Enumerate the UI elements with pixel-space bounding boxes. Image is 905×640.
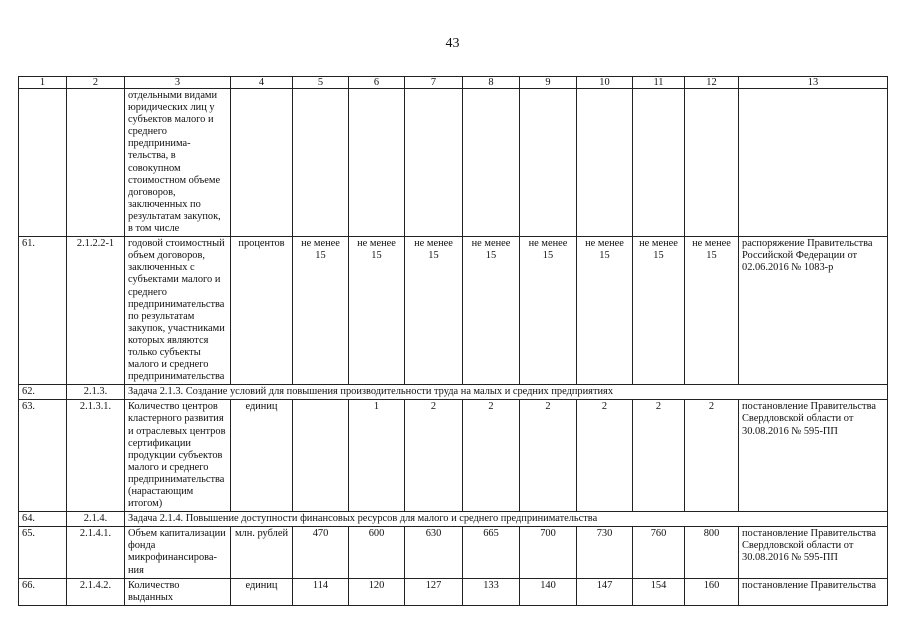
year-value: 630 [405, 527, 463, 578]
year-value: не менее 15 [685, 237, 739, 385]
column-number-row [19, 77, 888, 89]
indicator-row [19, 400, 888, 512]
unit-of-measure: процентов [231, 237, 293, 385]
year-value: 2 [633, 400, 685, 512]
year-value [293, 400, 349, 512]
row-number: 65. [19, 527, 67, 578]
column-number: 3 [125, 77, 231, 89]
year-value: 700 [520, 527, 577, 578]
year-value: 154 [633, 578, 685, 605]
year-value [405, 89, 463, 237]
indicators-table [18, 76, 888, 606]
year-value: 147 [577, 578, 633, 605]
year-value: 600 [349, 527, 405, 578]
row-number [19, 89, 67, 237]
year-value [685, 89, 739, 237]
indicator-row [19, 237, 888, 385]
year-value: не менее 15 [349, 237, 405, 385]
row-number: 64. [19, 512, 67, 527]
column-number: 2 [67, 77, 125, 89]
year-value [577, 89, 633, 237]
row-code: 2.1.4.1. [67, 527, 125, 578]
row-number: 63. [19, 400, 67, 512]
indicator-name: годовой стоимостный объем договоров, заключенных с субъектами малого и среднего предпринимательства по результатам закупок, участниками которых являются только субъекты малого и среднего предпринимательства [125, 237, 231, 385]
column-number: 9 [520, 77, 577, 89]
year-value: не менее 15 [577, 237, 633, 385]
indicator-row [19, 527, 888, 578]
year-value: 730 [577, 527, 633, 578]
row-code: 2.1.3. [67, 385, 125, 400]
indicator-name: Количество выданных [125, 578, 231, 605]
legal-basis: постановление Правительства Свердловской области от 30.08.2016 № 595-ПП [739, 527, 888, 578]
unit-of-measure [231, 89, 293, 237]
year-value: 160 [685, 578, 739, 605]
legal-basis: постановление Правительства Свердловской области от 30.08.2016 № 595-ПП [739, 400, 888, 512]
year-value: 127 [405, 578, 463, 605]
legal-basis: постановление Правительства [739, 578, 888, 605]
row-number: 61. [19, 237, 67, 385]
year-value [293, 89, 349, 237]
task-row [19, 385, 888, 400]
year-value [463, 89, 520, 237]
year-value: не менее 15 [633, 237, 685, 385]
year-value: 120 [349, 578, 405, 605]
year-value: не менее 15 [463, 237, 520, 385]
year-value: 140 [520, 578, 577, 605]
year-value: 133 [463, 578, 520, 605]
column-number: 13 [739, 77, 888, 89]
task-title: Задача 2.1.4. Повышение доступности финансовых ресурсов для малого и среднего предпринимательства [125, 512, 888, 527]
indicator-row [19, 89, 888, 237]
row-number: 62. [19, 385, 67, 400]
column-number: 6 [349, 77, 405, 89]
indicator-name: Количество центров кластерного развития и отраслевых центров сертификации продукции субъектов малого и среднего предпринимательства (нарастающим итогом) [125, 400, 231, 512]
year-value: 2 [685, 400, 739, 512]
year-value: 2 [520, 400, 577, 512]
year-value: 2 [405, 400, 463, 512]
year-value: 760 [633, 527, 685, 578]
legal-basis [739, 89, 888, 237]
year-value: 2 [577, 400, 633, 512]
column-number: 4 [231, 77, 293, 89]
row-code: 2.1.4.2. [67, 578, 125, 605]
indicator-name: Объем капитализации фонда микрофинансирова-ния [125, 527, 231, 578]
indicator-row [19, 578, 888, 605]
unit-of-measure: единиц [231, 400, 293, 512]
column-number: 11 [633, 77, 685, 89]
year-value: не менее 15 [405, 237, 463, 385]
column-number: 12 [685, 77, 739, 89]
row-code: 2.1.4. [67, 512, 125, 527]
year-value: 1 [349, 400, 405, 512]
row-code [67, 89, 125, 237]
column-number: 1 [19, 77, 67, 89]
task-title: Задача 2.1.3. Создание условий для повышения производительности труда на малых и средних предприятиях [125, 385, 888, 400]
column-number: 8 [463, 77, 520, 89]
year-value: 800 [685, 527, 739, 578]
task-row [19, 512, 888, 527]
year-value: 470 [293, 527, 349, 578]
indicator-name: отдельными видами юридических лиц у субъектов малого и среднего предпринима-тельства, в совокупном стоимостном объеме договоров, заключенных по результатам закупок, в том числе [125, 89, 231, 237]
year-value: 665 [463, 527, 520, 578]
legal-basis: распоряжение Правительства Российской Федерации от 02.06.2016 № 1083-р [739, 237, 888, 385]
year-value [520, 89, 577, 237]
row-code: 2.1.2.2-1 [67, 237, 125, 385]
year-value [349, 89, 405, 237]
year-value: 2 [463, 400, 520, 512]
unit-of-measure: млн. рублей [231, 527, 293, 578]
year-value: не менее 15 [293, 237, 349, 385]
row-number: 66. [19, 578, 67, 605]
column-number: 5 [293, 77, 349, 89]
year-value [633, 89, 685, 237]
year-value: 114 [293, 578, 349, 605]
row-code: 2.1.3.1. [67, 400, 125, 512]
unit-of-measure: единиц [231, 578, 293, 605]
page-number: 43 [445, 36, 460, 51]
column-number: 7 [405, 77, 463, 89]
year-value: не менее 15 [520, 237, 577, 385]
column-number: 10 [577, 77, 633, 89]
